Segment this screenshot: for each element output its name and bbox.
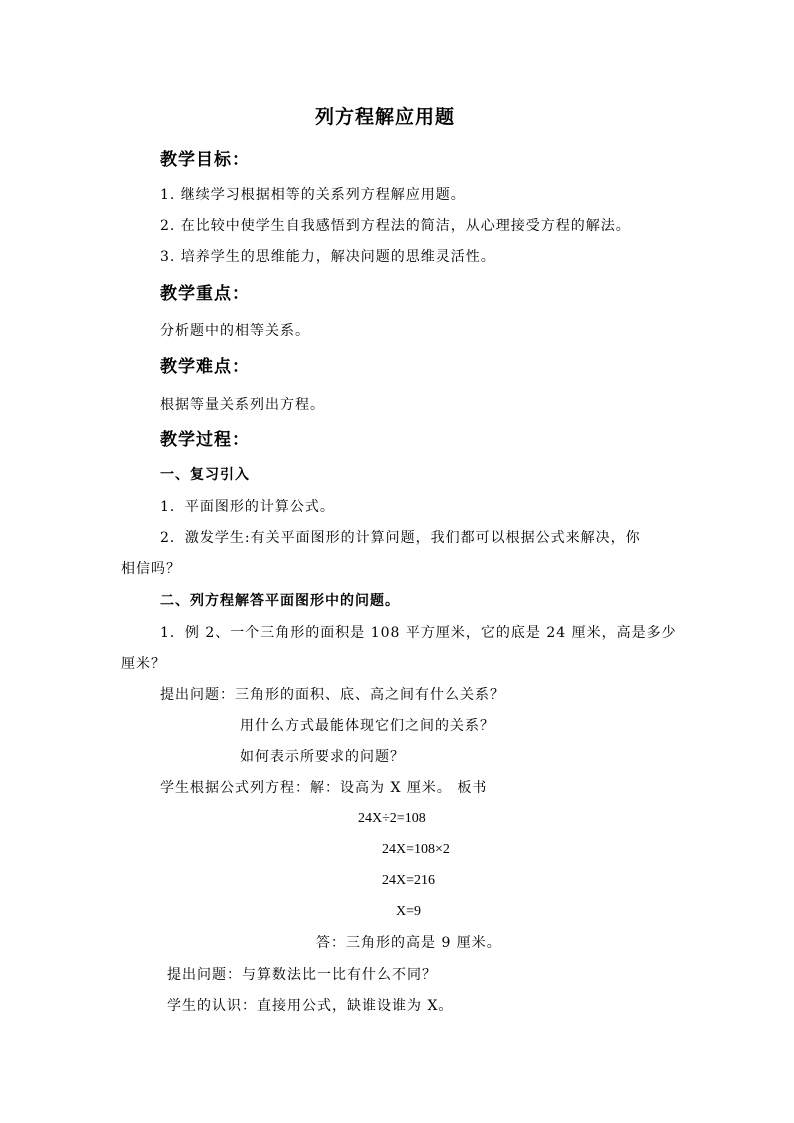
- key-point-text: 分析题中的相等关系。: [160, 323, 310, 339]
- example-line-2: 厘米？: [121, 656, 166, 672]
- equation-1: 24X÷2=108: [358, 811, 426, 826]
- goal-item-3: 3. 培养学生的思维能力，解决问题的思维灵活性。: [160, 249, 496, 265]
- equation-2: 24X=108×2: [382, 842, 450, 857]
- key-point-heading: 教学重点：: [160, 284, 250, 304]
- question-1: 提出问题：三角形的面积、底、高之间有什么关系？: [160, 687, 505, 703]
- difficulty-heading: 教学难点：: [160, 357, 250, 377]
- goal-item-2: 2. 在比较中使学生自我感悟到方程法的简洁，从心理接受方程的解法。: [160, 218, 631, 234]
- goal-item-1: 1. 继续学习根据相等的关系列方程解应用题。: [160, 187, 466, 203]
- question-3: 如何表示所要求的问题？: [240, 749, 405, 765]
- section1-item-2-line2: 相信吗？: [121, 561, 181, 577]
- answer: 答：三角形的高是 9 厘米。: [316, 935, 502, 951]
- question-2: 用什么方式最能体现它们之间的关系？: [240, 718, 495, 734]
- section2-title: 二、列方程解答平面图形中的问题。: [160, 593, 400, 609]
- student-solution: 学生根据公式列方程：解：设高为 X 厘米。 板书: [160, 780, 488, 796]
- document-title: 列方程解应用题: [315, 106, 456, 128]
- process-heading: 教学过程：: [160, 430, 250, 450]
- section1-item-1: 1．平面图形的计算公式。: [160, 499, 335, 515]
- difficulty-text: 根据等量关系列出方程。: [160, 397, 325, 413]
- example-line-1: 1．例 2、一个三角形的面积是 108 平方厘米，它的底是 24 厘米，高是多少: [160, 625, 677, 641]
- section1-item-2-line1: 2．激发学生:有关平面图形的计算问题，我们都可以根据公式来解决，你: [160, 530, 641, 546]
- section1-title: 一、复习引入: [160, 467, 250, 483]
- equation-3: 24X=216: [382, 873, 436, 888]
- student-view: 学生的认识：直接用公式，缺谁设谁为 X。: [167, 998, 454, 1014]
- equation-4: X=9: [396, 904, 422, 919]
- question-4: 提出问题：与算数法比一比有什么不同？: [167, 967, 437, 983]
- goals-heading: 教学目标：: [160, 150, 250, 170]
